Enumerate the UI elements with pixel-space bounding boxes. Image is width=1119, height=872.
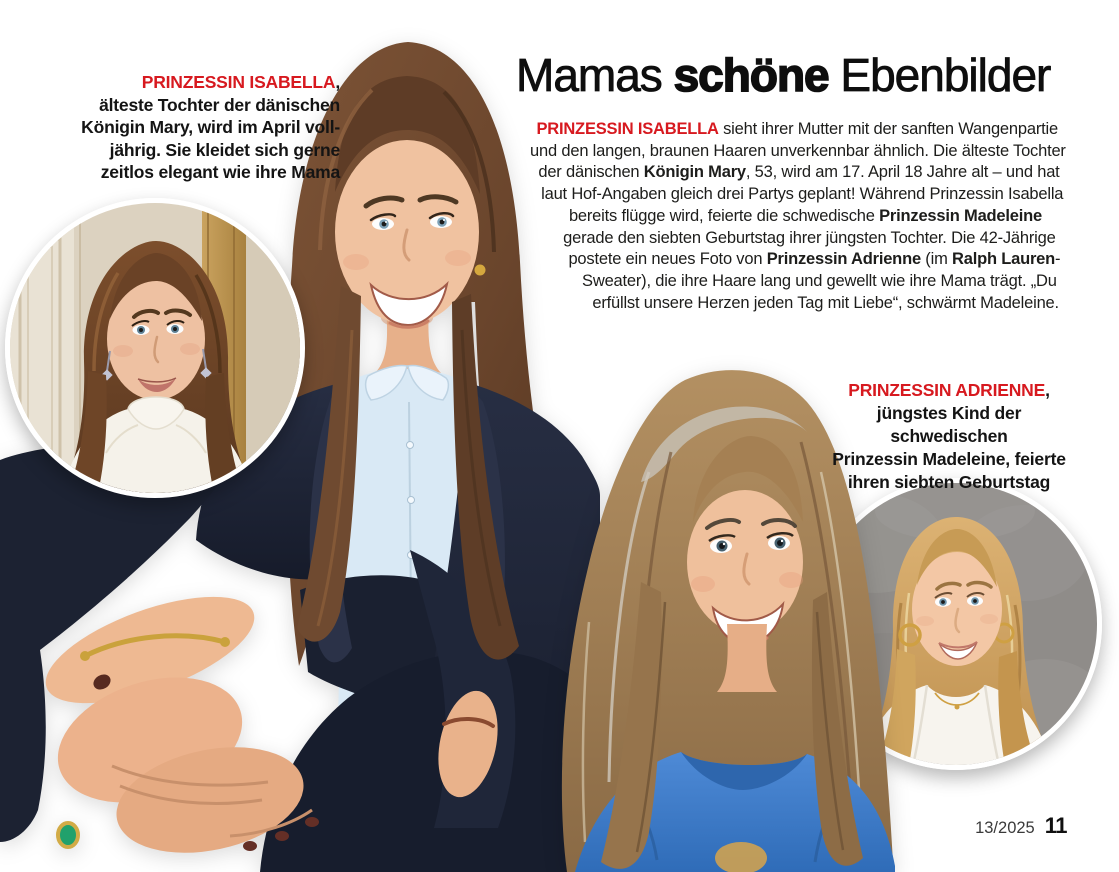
caption-adrienne-text	[824, 402, 1074, 494]
caption-line: jährig. Sie kleidet sich gerne	[109, 139, 340, 160]
text-segment: Mamas	[516, 49, 674, 101]
caption-adrienne-heading-suffix: ,	[1045, 380, 1050, 400]
caption-isabella-text	[26, 94, 340, 184]
caption-isabella	[26, 71, 340, 184]
text-segment: Ralph Lauren	[952, 250, 1056, 269]
caption-adrienne-heading-name: PRINZESSIN ADRIENNE	[848, 380, 1046, 400]
caption-line: Prinzessin Madeleine, feierte	[832, 449, 1066, 469]
issue-number: 13/2025	[975, 819, 1035, 837]
caption-line: älteste Tochter der dänischen	[99, 94, 340, 115]
caption-line: zeitlos elegant wie ihre Mama	[100, 162, 340, 182]
text-segment: Ebenbilder	[828, 49, 1051, 101]
caption-adrienne	[824, 379, 1074, 494]
caption-isabella-heading-name: PRINZESSIN ISABELLA	[141, 72, 336, 92]
text-segment: Königin Mary	[643, 163, 746, 182]
page-folio	[975, 813, 1067, 839]
caption-isabella-heading	[26, 71, 340, 94]
caption-line: Königin Mary, wird im April voll-	[81, 117, 340, 137]
text-segment: , 53, wird am 17. April 18 Jahre alt – und hat laut Hof-Angaben gleich drei Partys geplant! Während Prinzessin Isabella bereits flügge wird, feierte die schwedische	[541, 163, 1064, 225]
text-segment: (im	[920, 250, 952, 269]
text-segment: gerade den siebten Geburtstag ihrer jüngsten Tochter. Die 42-Jährige postete ein neues Foto von	[563, 228, 1056, 269]
caption-isabella-heading-suffix: ,	[335, 72, 340, 92]
page-number: 11	[1044, 813, 1067, 838]
photo-mary	[5, 198, 305, 498]
text-segment: Prinzessin Adrienne	[766, 250, 921, 269]
caption-adrienne-heading	[824, 379, 1074, 402]
text-segment: PRINZESSIN ISABELLA	[536, 120, 719, 138]
caption-line: ihren siebten Geburtstag	[847, 472, 1051, 492]
text-segment: schöne	[673, 49, 829, 101]
article-text	[512, 119, 1069, 359]
article-paragraph	[512, 119, 1069, 314]
caption-line: jüngstes Kind der schwedischen	[876, 403, 1022, 446]
text-segment: -Sweater), die ihre Haare lang und gewellt wie ihre Mama trägt. „Du erfüllst unsere Herzen jeden Tag mit Liebe“, schwärmt Madeleine.	[582, 250, 1061, 312]
text-segment: Prinzessin Madeleine	[879, 206, 1043, 225]
headline	[516, 49, 1051, 101]
text-segment: sieht ihrer Mutter mit der sanften Wangenpartie und den langen, braunen Haaren unverkennbar ähnlich. Die älteste Tochter der dänischen	[530, 120, 1066, 182]
